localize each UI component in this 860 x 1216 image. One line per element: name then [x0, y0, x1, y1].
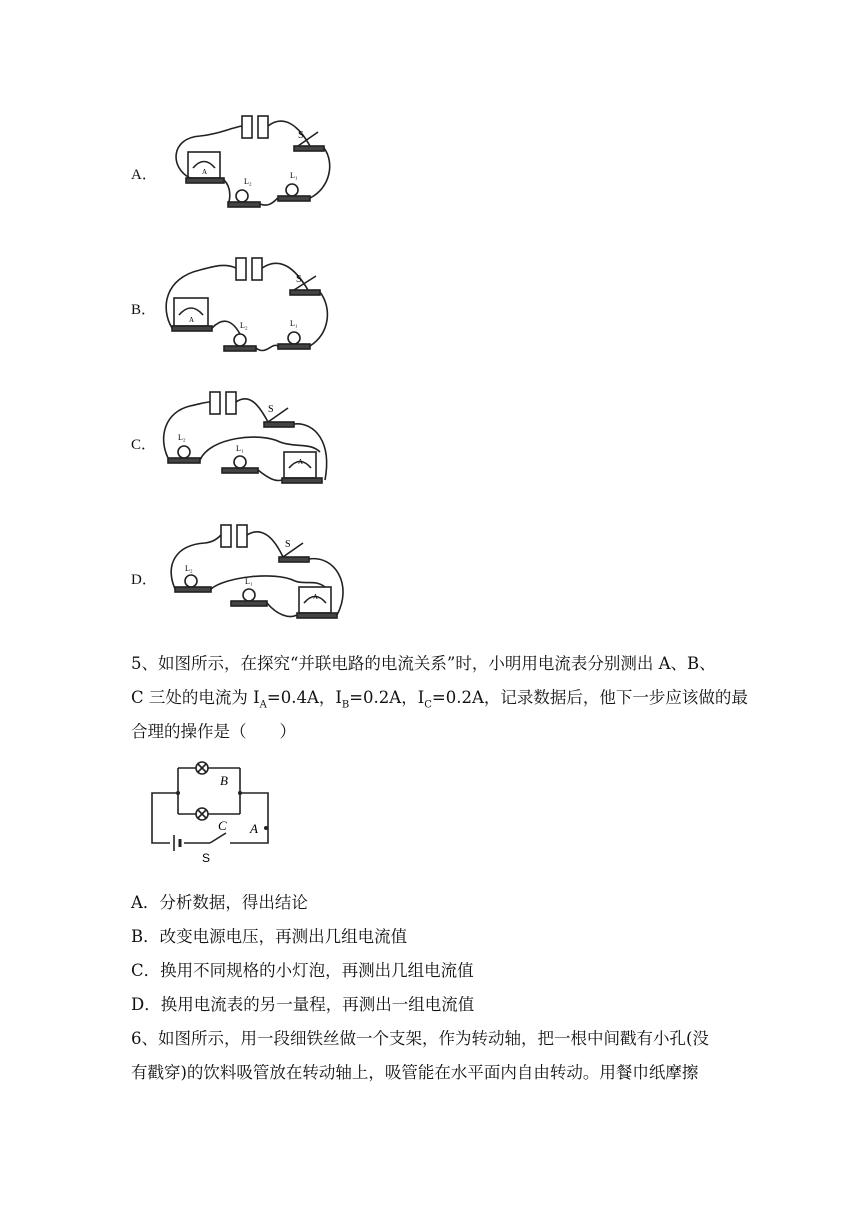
lamp-label-l1: L₁ [290, 171, 298, 180]
q5-choice-b: B．改变电源电压，再测出几组电流值 [131, 927, 408, 946]
q5-choice-c: C．换用不同规格的小灯泡，再测出几组电流值 [131, 961, 474, 980]
option-d-label: D． [131, 572, 157, 588]
option-b-label: B． [131, 302, 157, 318]
circuit-figure-c [160, 382, 340, 497]
switch-label: S [285, 539, 291, 550]
lamp-label-l2: L₂ [178, 433, 186, 442]
q5-line-3: 合理的操作是（ ） [131, 722, 296, 741]
ia-subscript: A [259, 699, 267, 711]
circuit-figure-d [165, 515, 355, 635]
ib-value: =0.2A，I [349, 688, 425, 707]
q5-choice-a: A．分析数据，得出结论 [131, 893, 308, 912]
lamp-label-l1: L₁ [290, 319, 298, 328]
parallel-circuit-diagram [144, 758, 276, 868]
lamp-label-l2: L₂ [240, 321, 248, 330]
switch-label: S [296, 274, 302, 285]
switch-label: S [268, 404, 274, 415]
lamp-label-l1: L₁ [245, 577, 253, 586]
option-c-label: C． [131, 437, 157, 453]
ammeter-label: A [189, 316, 195, 324]
q5-line-1: 5、如图所示，在探究“并联电路的电流关系”时，小明用电流表分别测出 A、B、 [131, 654, 716, 673]
label-b: B [220, 773, 228, 788]
circuit-figure-a [160, 108, 340, 218]
circuit-figure-b [160, 248, 340, 358]
lamp-label-l2: L₂ [185, 564, 193, 573]
option-a-label: A． [131, 167, 157, 183]
q5-choice-d: D．换用电流表的另一量程，再测出一组电流值 [131, 995, 475, 1014]
switch-label: S [298, 130, 304, 141]
q6-line-1: 6、如图所示，用一段细铁丝做一个支架，作为转动轴，把一根中间戳有小孔(没 [131, 1029, 709, 1048]
ic-subscript: C [424, 699, 432, 711]
label-s: S [202, 851, 211, 865]
ib-subscript: B [341, 699, 350, 711]
lamp-label-l2: L₂ [244, 177, 252, 186]
q5-line-2 [131, 684, 748, 710]
ia-value: =0.4A，I [266, 688, 342, 707]
ammeter-label: A [202, 168, 208, 176]
ammeter-label: A [313, 593, 319, 601]
label-c: C [218, 818, 227, 833]
lamp-label-l1: L₁ [236, 444, 244, 453]
q5-line-2-prefix: C 三处的电流为 I [131, 688, 260, 707]
ic-value: =0.2A，记录数据后，他下一步应该做的最 [431, 688, 748, 707]
q6-line-2: 有戳穿)的饮料吸管放在转动轴上，吸管能在水平面内自由转动。用餐巾纸摩擦 [131, 1063, 699, 1082]
label-a: A [250, 821, 258, 836]
ammeter-label: A [298, 458, 304, 466]
